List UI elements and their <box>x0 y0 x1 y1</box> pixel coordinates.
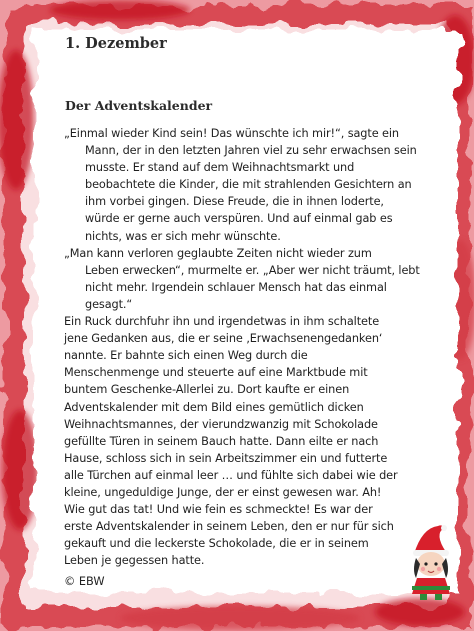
story-line: ihm vorbei gingen. Diese Freude, die in ihnen loderte, <box>85 195 384 209</box>
story-line: „Man kann verloren geglaubte Zeiten nicht wieder zum <box>64 246 372 260</box>
story-line: alle Türchen auf einmal leer … und fühlte sich dabei wie der <box>64 468 398 482</box>
story-line: Wie gut das tat! Und wie fein es schmeckte! Es war der <box>64 503 373 517</box>
story-line: gefüllte Türen in seinem Bauch hatte. Dann eilte er nach <box>64 434 379 448</box>
copyright: © EBW <box>64 575 105 588</box>
story-line: Leben erwecken“, murmelte er. „Aber wer nicht träumt, lebt <box>85 263 420 277</box>
story-line: Adventskalender mit dem Bild eines gemütlich dicken <box>64 400 364 414</box>
story-line: jene Gedanken aus, die er seine ‚Erwachsenengedanken‘ <box>64 332 383 346</box>
story-text <box>64 125 444 569</box>
story-line: „Einmal wieder Kind sein! Das wünschte ich mir!“, sagte ein <box>64 127 399 140</box>
story-line: musste. Er stand auf dem Weihnachtsmarkt und <box>85 161 355 175</box>
story-line: Ein Ruck durchfuhr ihn und irgendetwas in ihm schaltete <box>64 315 380 329</box>
story-line: gesagt.“ <box>85 297 133 311</box>
story-line: Weihnachtsmannes, der vierundzwanzig mit Schokolade <box>64 417 378 431</box>
story-line: erste Adventskalender in seinem Leben, den er nur für sich <box>64 520 394 534</box>
story-line: gekauft und die leckerste Schokolade, die er in seinem <box>64 537 369 551</box>
story-line: buntem Geschenke-Allerlei zu. Dort kaufte er einen <box>64 383 350 397</box>
story-title: Der Adventskalender <box>65 98 213 113</box>
story-line: Mann, der in den letzten Jahren viel zu sehr erwachsen sein <box>85 144 417 158</box>
story-line: Menschenmenge und steuerte auf eine Marktbude mit <box>64 366 368 380</box>
story-line: Hause, schloss sich in sein Arbeitszimmer ein und futterte <box>64 451 388 465</box>
page-date: 1. Dezember <box>65 35 167 52</box>
story-line: beobachtete die Kinder, die mit strahlenden Gesichtern an <box>85 178 412 192</box>
story-line: Leben je gegessen hatte. <box>64 554 205 568</box>
story-line: nannte. Er bahnte sich einen Weg durch die <box>64 349 308 363</box>
story-line: würde er gerne auch verspüren. Und auf einmal gab es <box>85 212 393 226</box>
story-line: kleine, ungeduldige Junge, der er einst gewesen war. Ah! <box>64 485 382 499</box>
story-line: nicht mehr. Irgendein schlauer Mensch hat das einmal <box>85 280 387 294</box>
story-line: nichts, was er sich mehr wünschte. <box>85 229 281 243</box>
elf-icon <box>404 524 460 602</box>
